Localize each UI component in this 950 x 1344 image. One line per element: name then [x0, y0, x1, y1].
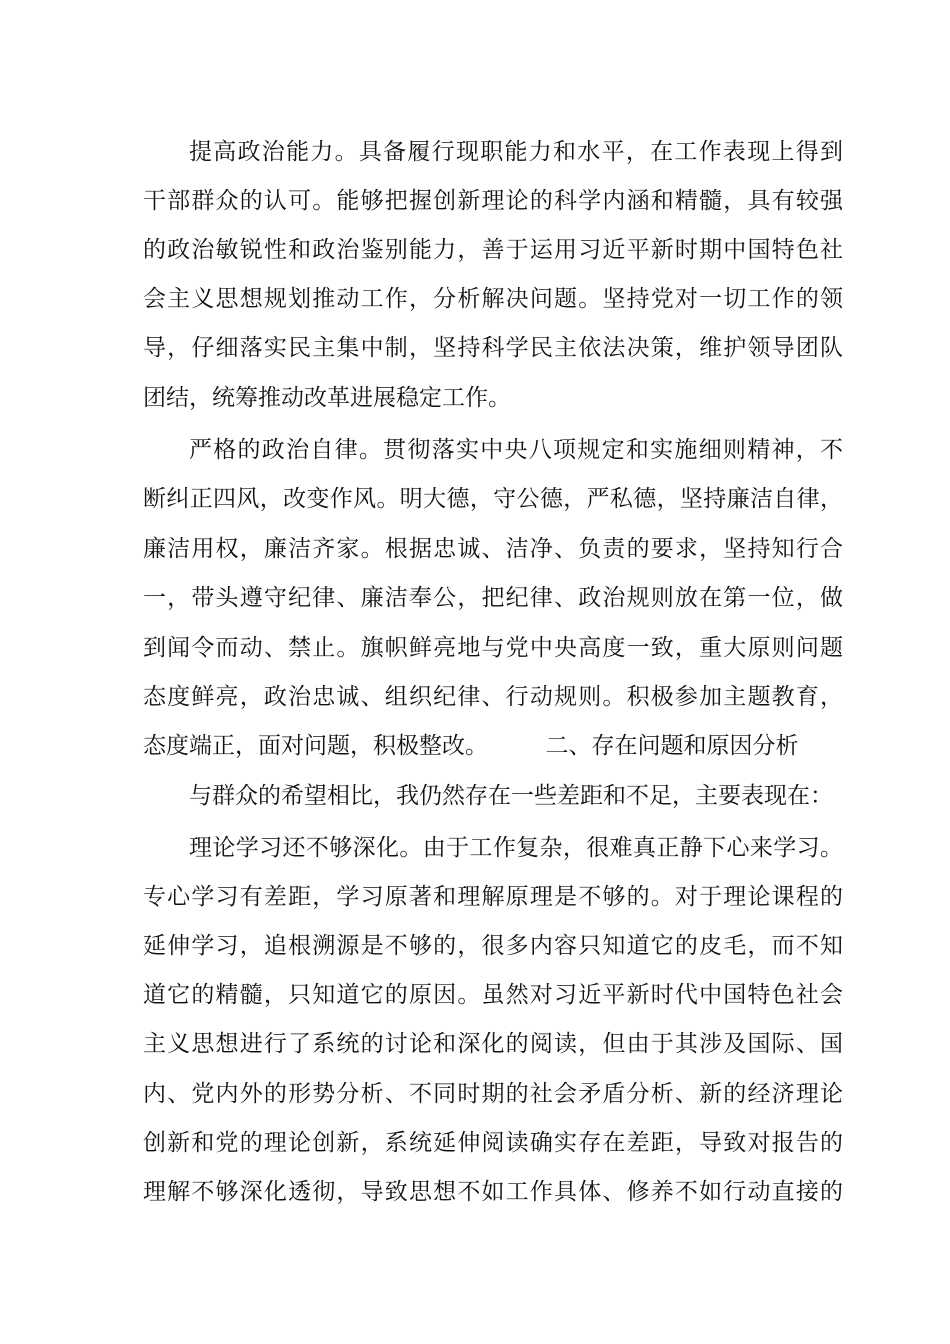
paragraph-line: 严格的政治自律。贯彻落实中央八项规定和实施细则精神，不 [189, 437, 843, 463]
paragraph-line: 创新和党的理论创新，系统延伸阅读确实存在差距，导致对报告的 [143, 1130, 843, 1156]
paragraph-line: 提高政治能力。具备履行现职能力和水平，在工作表现上得到 [189, 139, 843, 165]
paragraph-line: 的政治敏锐性和政治鉴别能力，善于运用习近平新时期中国特色社 [143, 237, 843, 263]
paragraph-line: 态度端正，面对问题，积极整改。 二、存在问题和原因分析 [143, 733, 799, 759]
paragraph-line: 导，仔细落实民主集中制，坚持科学民主依法决策，维护领导团队 [143, 335, 843, 361]
paragraph-line: 内、党内外的形势分析、不同时期的社会矛盾分析、新的经济理论 [143, 1081, 843, 1107]
paragraph-line: 断纠正四风，改变作风。明大德，守公德，严私德，坚持廉洁自律， [143, 486, 843, 512]
paragraph-line: 态度鲜亮，政治忠诚、组织纪律、行动规则。积极参加主题教育， [143, 684, 843, 710]
paragraph-line: 干部群众的认可。能够把握创新理论的科学内涵和精髓，具有较强 [143, 188, 843, 214]
paragraph-line: 一，带头遵守纪律、廉洁奉公，把纪律、政治规则放在第一位，做 [143, 585, 843, 611]
paragraph-line: 到闻令而动、禁止。旗帜鲜亮地与党中央高度一致，重大原则问题 [143, 635, 843, 661]
paragraph-line: 理论学习还不够深化。由于工作复杂，很难真正静下心来学习。 [189, 835, 843, 861]
paragraph-line: 专心学习有差距，学习原著和理解原理是不够的。对于理论课程的 [143, 884, 843, 910]
paragraph-line: 会主义思想规划推动工作，分析解决问题。坚持党对一切工作的领 [143, 286, 843, 312]
paragraph-line: 延伸学习，追根溯源是不够的，很多内容只知道它的皮毛，而不知 [143, 933, 843, 959]
paragraph-line: 主义思想进行了系统的讨论和深化的阅读，但由于其涉及国际、国 [143, 1031, 843, 1057]
paragraph-line: 团结，统筹推动改革进展稳定工作。 [143, 385, 511, 411]
paragraph-line: 与群众的希望相比，我仍然存在一些差距和不足，主要表现在： [189, 783, 833, 809]
paragraph-line: 理解不够深化透彻，导致思想不如工作具体、修养不如行动直接的 [143, 1179, 843, 1205]
paragraph-line: 廉洁用权，廉洁齐家。根据忠诚、洁净、负责的要求，坚持知行合 [143, 536, 843, 562]
paragraph-line: 道它的精髓，只知道它的原因。虽然对习近平新时代中国特色社会 [143, 982, 843, 1008]
